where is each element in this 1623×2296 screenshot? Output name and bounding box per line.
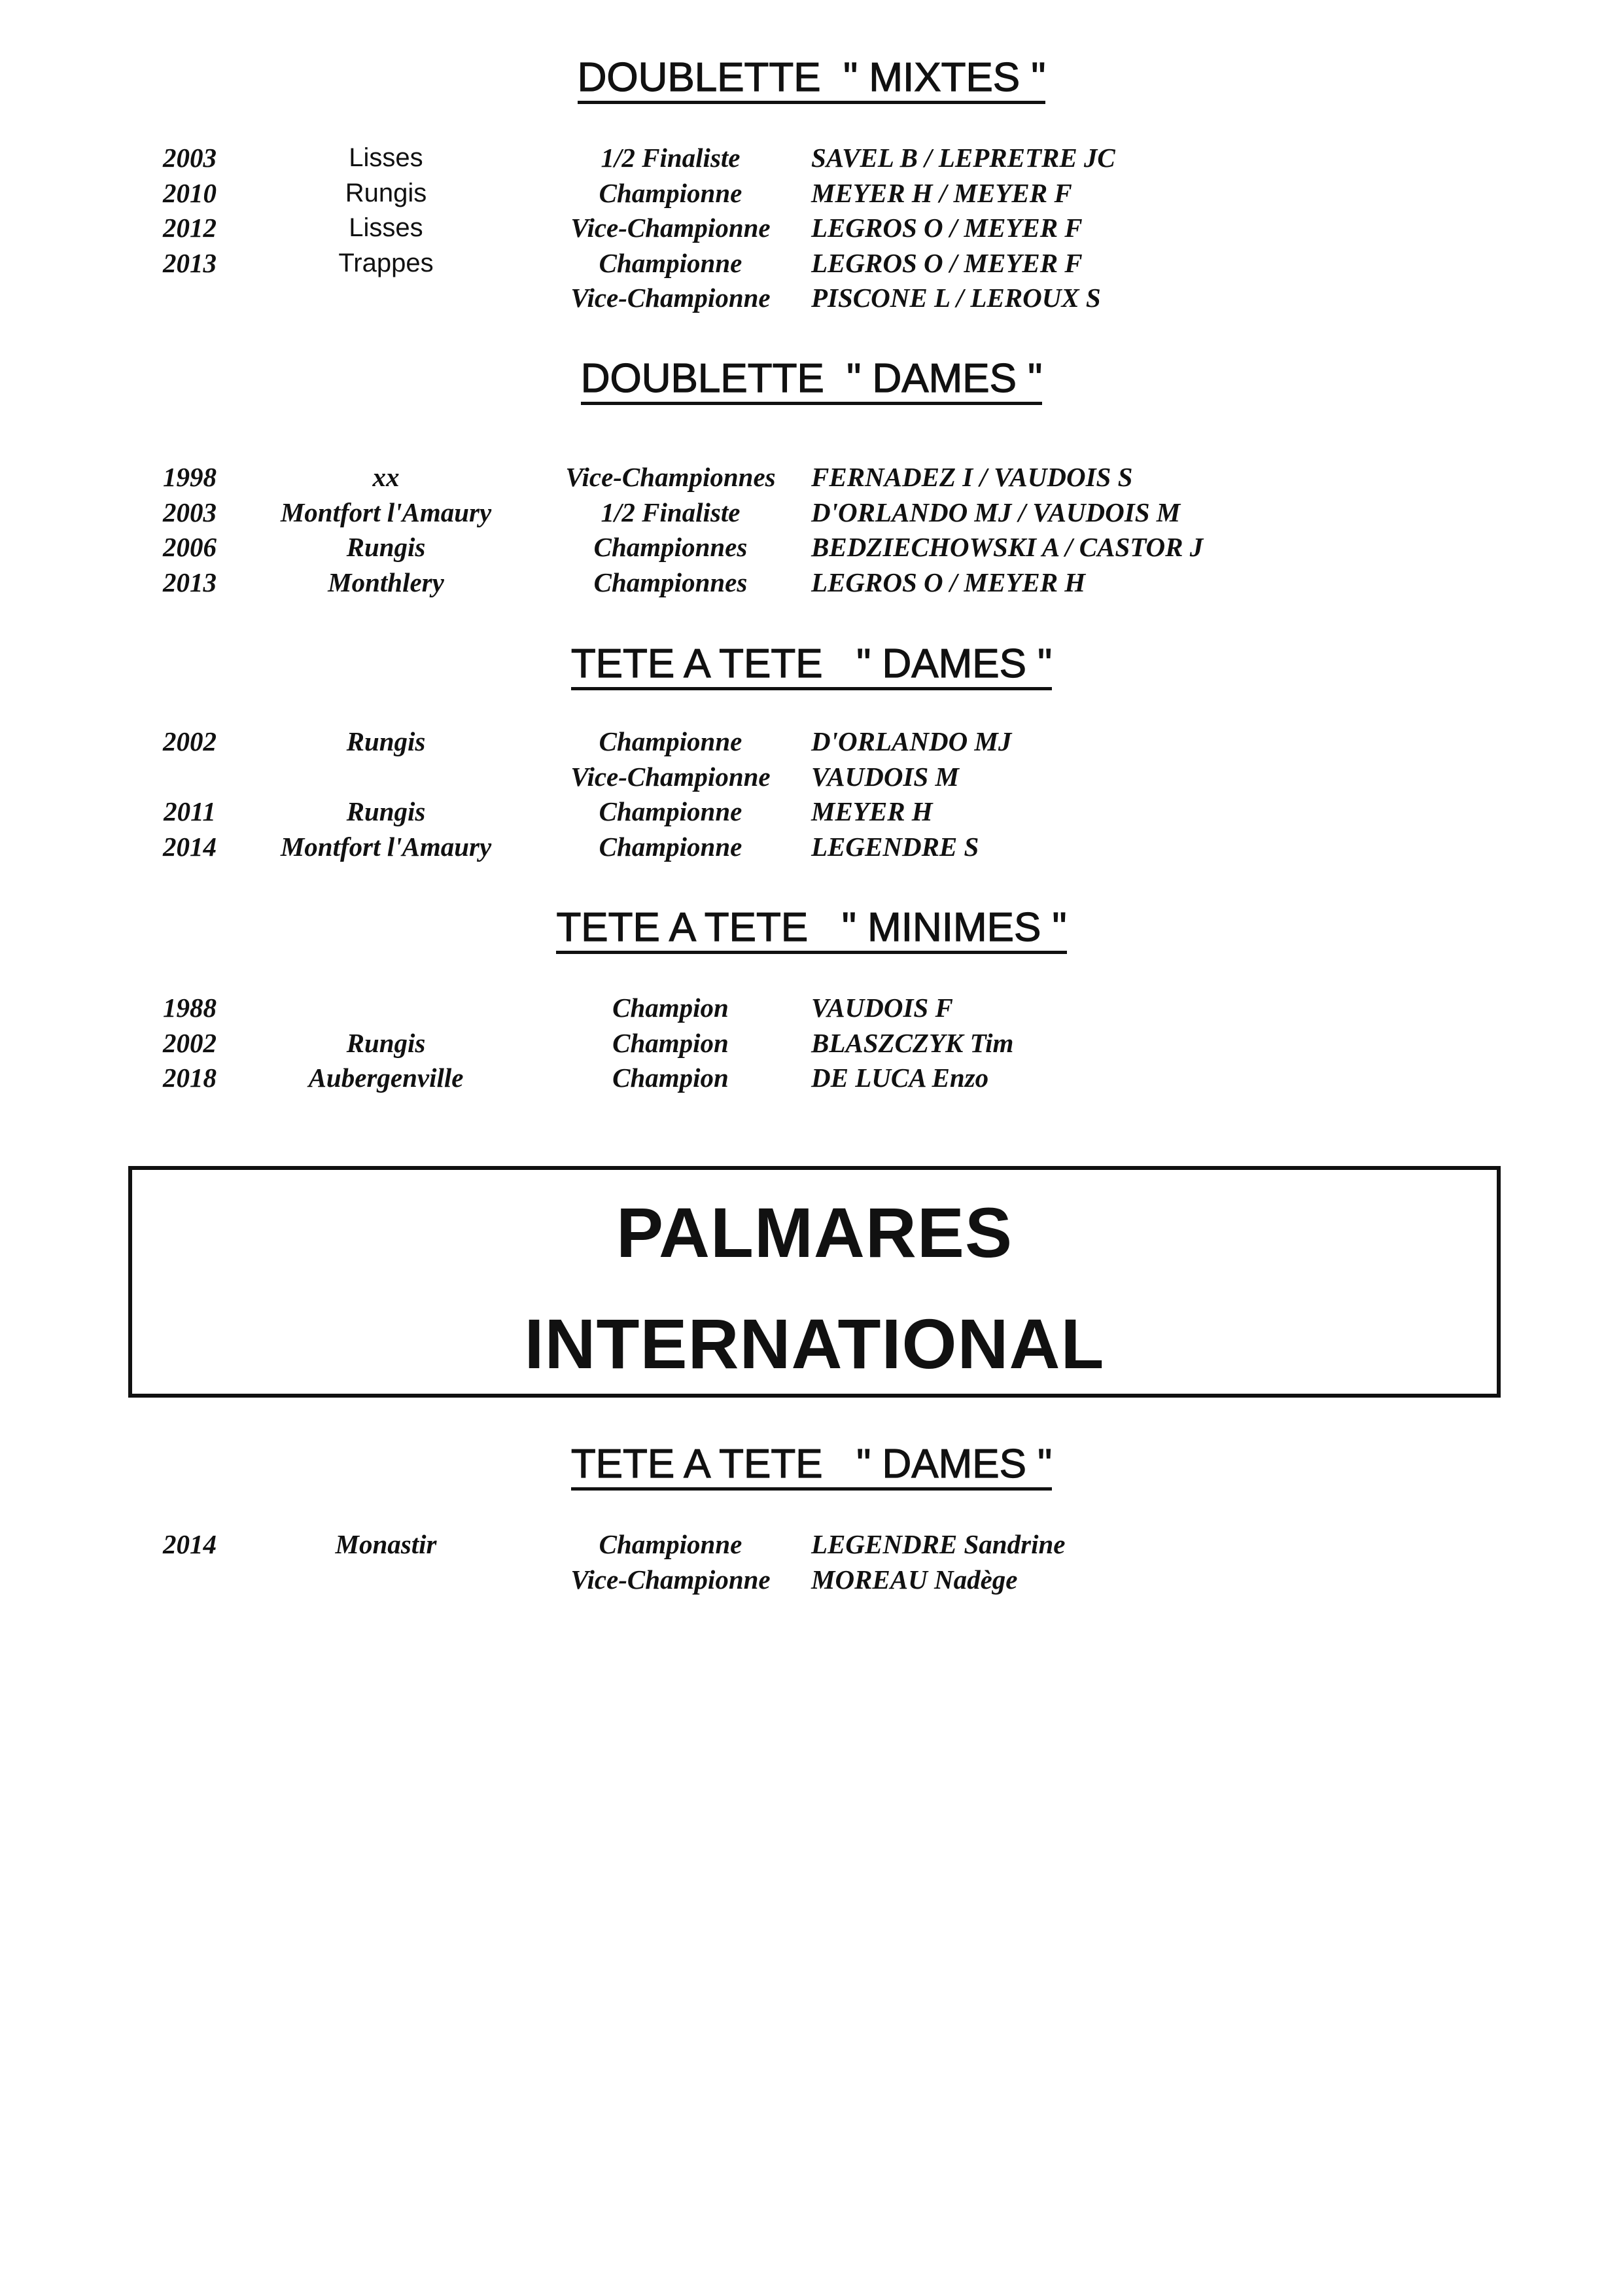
result-row xyxy=(0,991,1623,1026)
result: Championne xyxy=(599,247,742,278)
year: 2002 xyxy=(163,1027,217,1058)
year: 1988 xyxy=(163,993,217,1023)
banner-title-line-2: INTERNATIONAL xyxy=(524,1304,1105,1383)
result: Champion xyxy=(612,1027,729,1058)
year: 2006 xyxy=(163,532,217,562)
result-row xyxy=(0,1527,1623,1563)
place: Aubergenville xyxy=(308,1063,464,1093)
section-title-doublette-mixtes xyxy=(0,55,1623,104)
section-title-doublette-dames xyxy=(0,356,1623,405)
place: Rungis xyxy=(345,178,427,207)
section-title-text: TETE A TETE " MINIMES " xyxy=(556,908,1066,954)
result-row xyxy=(0,760,1623,795)
result-row xyxy=(0,141,1623,176)
place: Monastir xyxy=(335,1529,437,1559)
player-names: D'ORLANDO MJ xyxy=(811,726,1012,756)
place: Rungis xyxy=(346,726,426,756)
results-list-doublette-dames xyxy=(0,460,1623,600)
player-names: LEGENDRE Sandrine xyxy=(811,1529,1066,1559)
palmares-international-banner xyxy=(128,1166,1501,1398)
place: Rungis xyxy=(346,1027,426,1058)
result: Championne xyxy=(599,1529,742,1559)
results-list-doublette-mixtes xyxy=(0,141,1623,316)
year: 2013 xyxy=(163,567,217,597)
result: Championne xyxy=(599,726,742,756)
result-row xyxy=(0,281,1623,316)
result-row xyxy=(0,1061,1623,1096)
player-names: FERNADEZ I / VAUDOIS S xyxy=(811,462,1133,492)
place: Montfort l'Amaury xyxy=(280,831,492,862)
year: 2010 xyxy=(163,177,217,208)
result-row xyxy=(0,724,1623,760)
result: 1/2 Finaliste xyxy=(601,497,741,527)
player-names: BEDZIECHOWSKI A / CASTOR J xyxy=(811,532,1204,562)
player-names: LEGROS O / MEYER H xyxy=(811,567,1086,597)
year: 2002 xyxy=(163,726,217,756)
place: Trappes xyxy=(338,248,434,277)
result-row xyxy=(0,830,1623,865)
section-title-international-tete-a-tete-dames xyxy=(0,1441,1623,1491)
place: Monthlery xyxy=(328,567,444,597)
player-names: MEYER H / MEYER F xyxy=(811,177,1072,208)
player-names: LEGROS O / MEYER F xyxy=(811,247,1083,278)
results-list-tete-a-tete-dames xyxy=(0,724,1623,864)
result: Champion xyxy=(612,993,729,1023)
result-row xyxy=(0,176,1623,211)
result: Championnes xyxy=(593,567,748,597)
place: Rungis xyxy=(346,796,426,826)
player-names: LEGENDRE S xyxy=(811,831,979,862)
year: 2011 xyxy=(164,796,216,826)
year: 2003 xyxy=(163,497,217,527)
place: xx xyxy=(372,462,400,492)
player-names: MOREAU Nadège xyxy=(811,1564,1018,1595)
result: Championne xyxy=(599,177,742,208)
result-row xyxy=(0,794,1623,830)
year: 2014 xyxy=(163,831,217,862)
result: Vice-Championne xyxy=(570,1564,771,1595)
result-row xyxy=(0,246,1623,281)
player-names: BLASZCZYK Tim xyxy=(811,1027,1014,1058)
result-row xyxy=(0,1563,1623,1598)
result: Vice-Championnes xyxy=(565,462,776,492)
player-names: LEGROS O / MEYER F xyxy=(811,213,1083,243)
result-row xyxy=(0,530,1623,565)
result: Championnes xyxy=(593,532,748,562)
player-names: VAUDOIS F xyxy=(811,993,953,1023)
place: Rungis xyxy=(346,532,426,562)
year: 2018 xyxy=(163,1063,217,1093)
year: 2012 xyxy=(163,213,217,243)
result-row xyxy=(0,460,1623,495)
player-names: SAVEL B / LEPRETRE JC xyxy=(811,143,1115,173)
player-names: D'ORLANDO MJ / VAUDOIS M xyxy=(811,497,1181,527)
results-list-tete-a-tete-minimes xyxy=(0,991,1623,1096)
result: Championne xyxy=(599,831,742,862)
result: Championne xyxy=(599,796,742,826)
section-title-tete-a-tete-minimes xyxy=(0,905,1623,954)
result-row xyxy=(0,495,1623,531)
section-title-text: TETE A TETE " DAMES " xyxy=(571,1444,1052,1491)
result: Vice-Championne xyxy=(570,213,771,243)
place: Lisses xyxy=(349,143,423,172)
section-title-text: TETE A TETE " DAMES " xyxy=(571,644,1052,690)
result: 1/2 Finaliste xyxy=(601,143,741,173)
result-row xyxy=(0,1026,1623,1061)
result: Vice-Championne xyxy=(570,283,771,313)
year: 2013 xyxy=(163,247,217,278)
section-title-text: DOUBLETTE " MIXTES " xyxy=(578,58,1046,104)
results-list-international xyxy=(0,1527,1623,1597)
year: 2014 xyxy=(163,1529,217,1559)
result-row xyxy=(0,565,1623,601)
player-names: PISCONE L / LEROUX S xyxy=(811,283,1101,313)
result: Champion xyxy=(612,1063,729,1093)
result-row xyxy=(0,211,1623,246)
result: Vice-Championne xyxy=(570,761,771,792)
player-names: VAUDOIS M xyxy=(811,761,959,792)
player-names: MEYER H xyxy=(811,796,933,826)
year: 2003 xyxy=(163,143,217,173)
player-names: DE LUCA Enzo xyxy=(811,1063,989,1093)
place: Montfort l'Amaury xyxy=(280,497,492,527)
banner-title-line-1: PALMARES xyxy=(616,1193,1013,1272)
place: Lisses xyxy=(349,213,423,242)
section-title-tete-a-tete-dames xyxy=(0,641,1623,690)
section-title-text: DOUBLETTE " DAMES " xyxy=(581,359,1042,405)
year: 1998 xyxy=(163,462,217,492)
